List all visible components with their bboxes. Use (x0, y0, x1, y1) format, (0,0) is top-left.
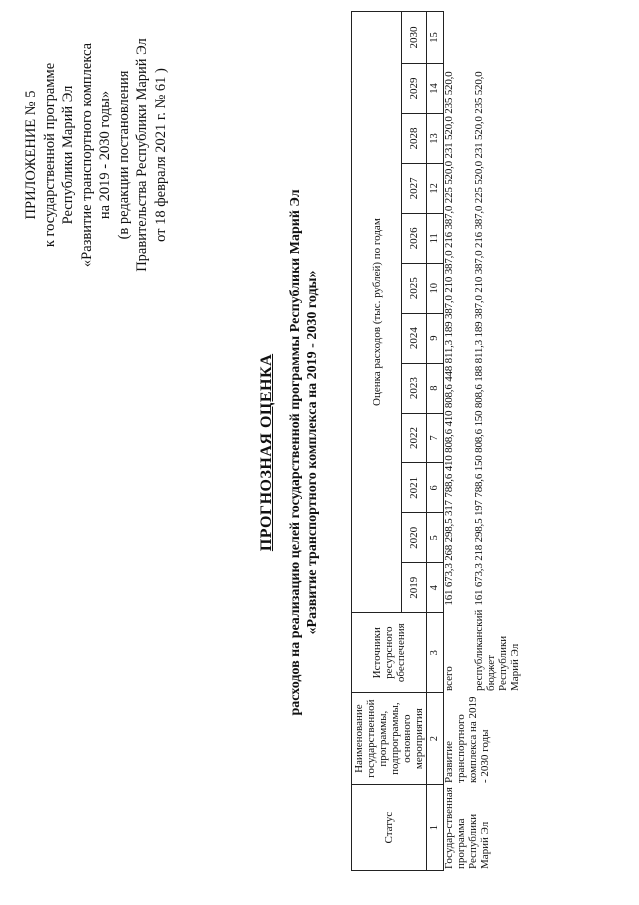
header-year: 2027 (402, 163, 427, 213)
header-year: 2025 (402, 263, 427, 313)
appendix-line: к государственной программе (41, 62, 58, 248)
document-subtitle: расходов на реализацию целей государственной программы Республики Марий Эл (288, 189, 303, 716)
header-estimate: Оценка расходов (тыс. рублей) по годам (352, 12, 402, 613)
header-status: Статус (352, 785, 427, 871)
header-name: Наименование государственной программы, подпрограммы, основного мероприятия (352, 693, 427, 785)
column-number: 12 (427, 163, 444, 213)
table-row (443, 11, 473, 871)
column-number: 6 (427, 463, 444, 513)
appendix-line: ПРИЛОЖЕНИЕ № 5 (23, 90, 39, 220)
appendix-line: «Развитие транспортного комплекса (78, 42, 95, 268)
header-year: 2020 (402, 513, 427, 563)
cell-values-total: 161 673,3 268 298,5 317 788,6 410 808,6 410 808,6 448 811,3 189 387,0 210 387,0 216 387,0 225 520,0 231 520,0 235 520,0 (443, 71, 455, 606)
appendix-line: от 18 февраля 2021 г. № 61 ) (152, 68, 169, 242)
document-title-block (258, 0, 321, 905)
column-number: 9 (427, 313, 444, 363)
header-year: 2028 (402, 114, 427, 164)
column-number: 8 (427, 363, 444, 413)
column-number: 13 (427, 114, 444, 164)
appendix-line: Правительства Республики Марий Эл (134, 38, 150, 272)
header-sources: Источники ресурсного обеспечения (352, 613, 427, 693)
column-number: 11 (427, 213, 444, 263)
document-subtitle-program: «Развитие транспортного комплекса на 2019 - 2030 годы» (305, 270, 320, 635)
column-number: 3 (427, 613, 444, 693)
column-number: 5 (427, 513, 444, 563)
header-year: 2029 (402, 64, 427, 114)
document-title: ПРОГНОЗНАЯ ОЦЕНКА (258, 353, 275, 552)
column-number: 4 (427, 563, 444, 613)
header-year: 2026 (402, 213, 427, 263)
expense-table-header (351, 11, 444, 871)
header-year: 2024 (402, 313, 427, 363)
appendix-line: на 2019 - 2030 годы» (97, 90, 113, 220)
column-number: 1 (427, 785, 444, 871)
header-year: 2021 (402, 463, 427, 513)
header-year: 2023 (402, 363, 427, 413)
cell-values-republic: 161 673,3 218 298,5 197 788,6 150 808,6 150 808,6 188 811,3 189 387,0 210 387,0 216 387,0 225 520,0 231 520,0 235 520,0 (473, 71, 485, 606)
appendix-block (22, 5, 170, 305)
header-year: 2022 (402, 413, 427, 463)
expense-table-body (443, 11, 521, 871)
cell-program-name: Развитие транспортного комплекса на 2019 - 2030 годы (443, 696, 491, 783)
column-number: 10 (427, 263, 444, 313)
column-number: 2 (427, 693, 444, 785)
column-number: 15 (427, 12, 444, 64)
cell-status: Государ-ственная программа Республики Марий Эл (443, 787, 491, 869)
header-year: 2030 (402, 12, 427, 64)
column-number: 7 (427, 413, 444, 463)
column-number: 14 (427, 64, 444, 114)
appendix-line: Республики Марий Эл (60, 85, 76, 225)
header-year: 2019 (402, 563, 427, 613)
appendix-line: (в редакции постановления (115, 70, 132, 240)
cell-source-republic: республиканский бюджет Республики Марий Эл (473, 609, 521, 691)
cell-source-total: всего (443, 666, 455, 691)
